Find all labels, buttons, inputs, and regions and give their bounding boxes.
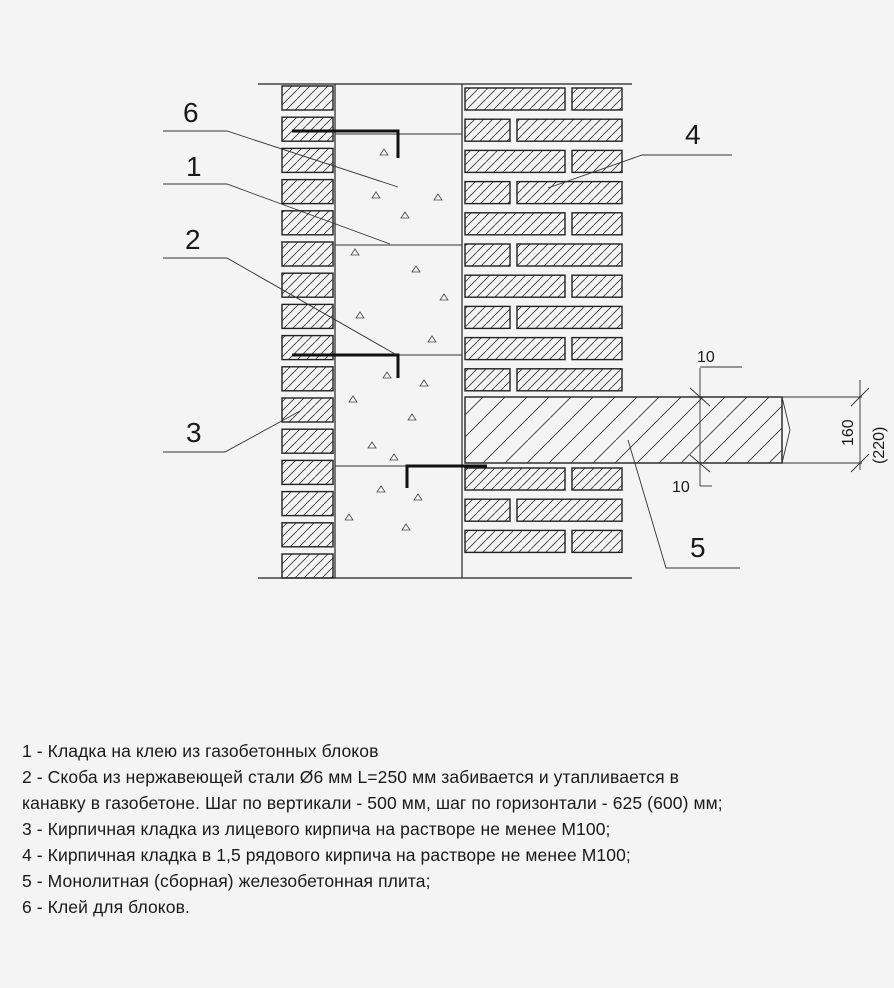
brick	[282, 523, 333, 547]
brick	[572, 213, 622, 235]
speckle	[412, 266, 420, 272]
callout-2: 2	[185, 224, 201, 255]
brick	[465, 182, 510, 204]
brick	[465, 338, 565, 360]
dim-slab-height-alt: (220)	[871, 426, 888, 464]
callout-1: 1	[186, 151, 202, 182]
speckle	[440, 294, 448, 300]
speckle	[383, 372, 391, 378]
legend-line: 3 - Кирпичная кладка из лицевого кирпича на растворе не менее М100;	[22, 819, 611, 839]
speckle	[380, 149, 388, 155]
brick	[282, 554, 333, 578]
brick	[572, 88, 622, 110]
brick	[517, 369, 622, 391]
legend	[22, 738, 882, 920]
dim-slab-height: 160	[840, 419, 857, 446]
speckle	[368, 442, 376, 448]
brick	[465, 530, 565, 552]
speckle	[420, 380, 428, 386]
callout-3: 3	[186, 417, 202, 448]
brick	[282, 304, 333, 328]
facing-brick-layer	[282, 86, 333, 578]
speckle	[372, 192, 380, 198]
brick	[282, 398, 333, 422]
brick	[572, 275, 622, 297]
callout-5: 5	[690, 532, 706, 563]
brick	[517, 306, 622, 328]
speckle	[414, 494, 422, 500]
legend-line: 6 - Клей для блоков.	[22, 897, 190, 917]
brick	[282, 117, 333, 141]
brick	[282, 211, 333, 235]
speckle	[408, 414, 416, 420]
legend-line: 1 - Кладка на клею из газобетонных блоков	[22, 741, 379, 761]
legend-line: 2 - Скоба из нержавеющей стали Ø6 мм L=250 мм забивается и утапливается в	[22, 767, 680, 787]
brick	[465, 468, 565, 490]
concrete-speckles	[345, 149, 448, 530]
brick	[465, 119, 510, 141]
brick	[465, 499, 510, 521]
speckle	[349, 396, 357, 402]
brick	[465, 306, 510, 328]
legend-line: 4 - Кирпичная кладка в 1,5 рядового кирпича на растворе не менее М100;	[22, 845, 631, 865]
dim-bottom-gap: 10	[672, 479, 690, 496]
speckle	[345, 514, 353, 520]
dim-top-gap: 10	[697, 349, 715, 366]
callout-4: 4	[685, 119, 701, 150]
brick	[572, 150, 622, 172]
speckle	[390, 454, 398, 460]
brick	[465, 369, 510, 391]
speckle	[356, 312, 364, 318]
brick	[465, 244, 510, 266]
speckle	[402, 524, 410, 530]
brick	[517, 244, 622, 266]
brick	[517, 182, 622, 204]
brick	[282, 460, 333, 484]
brick	[282, 492, 333, 516]
brick	[282, 242, 333, 266]
brick	[517, 119, 622, 141]
brick	[572, 530, 622, 552]
legend-line: канавку в газобетоне. Шаг по вертикали - 500 мм, шаг по горизонтали - 625 (600) мм;	[22, 793, 723, 813]
brick	[282, 148, 333, 172]
speckle	[351, 249, 359, 255]
brick	[465, 88, 565, 110]
brick	[282, 180, 333, 204]
speckle	[377, 486, 385, 492]
brick	[465, 275, 565, 297]
brick	[282, 367, 333, 391]
speckle	[434, 194, 442, 200]
brick	[282, 86, 333, 110]
brick	[282, 429, 333, 453]
brick	[517, 499, 622, 521]
legend-line: 5 - Монолитная (сборная) железобетонная плита;	[22, 871, 431, 891]
speckle	[401, 212, 409, 218]
concrete-slab	[465, 397, 790, 463]
structural-brick-layer	[465, 88, 622, 552]
leader-lines	[163, 131, 740, 568]
callout-6: 6	[183, 97, 199, 128]
brick	[465, 150, 565, 172]
brick	[572, 468, 622, 490]
brick	[572, 338, 622, 360]
brick	[465, 213, 565, 235]
speckle	[428, 336, 436, 342]
